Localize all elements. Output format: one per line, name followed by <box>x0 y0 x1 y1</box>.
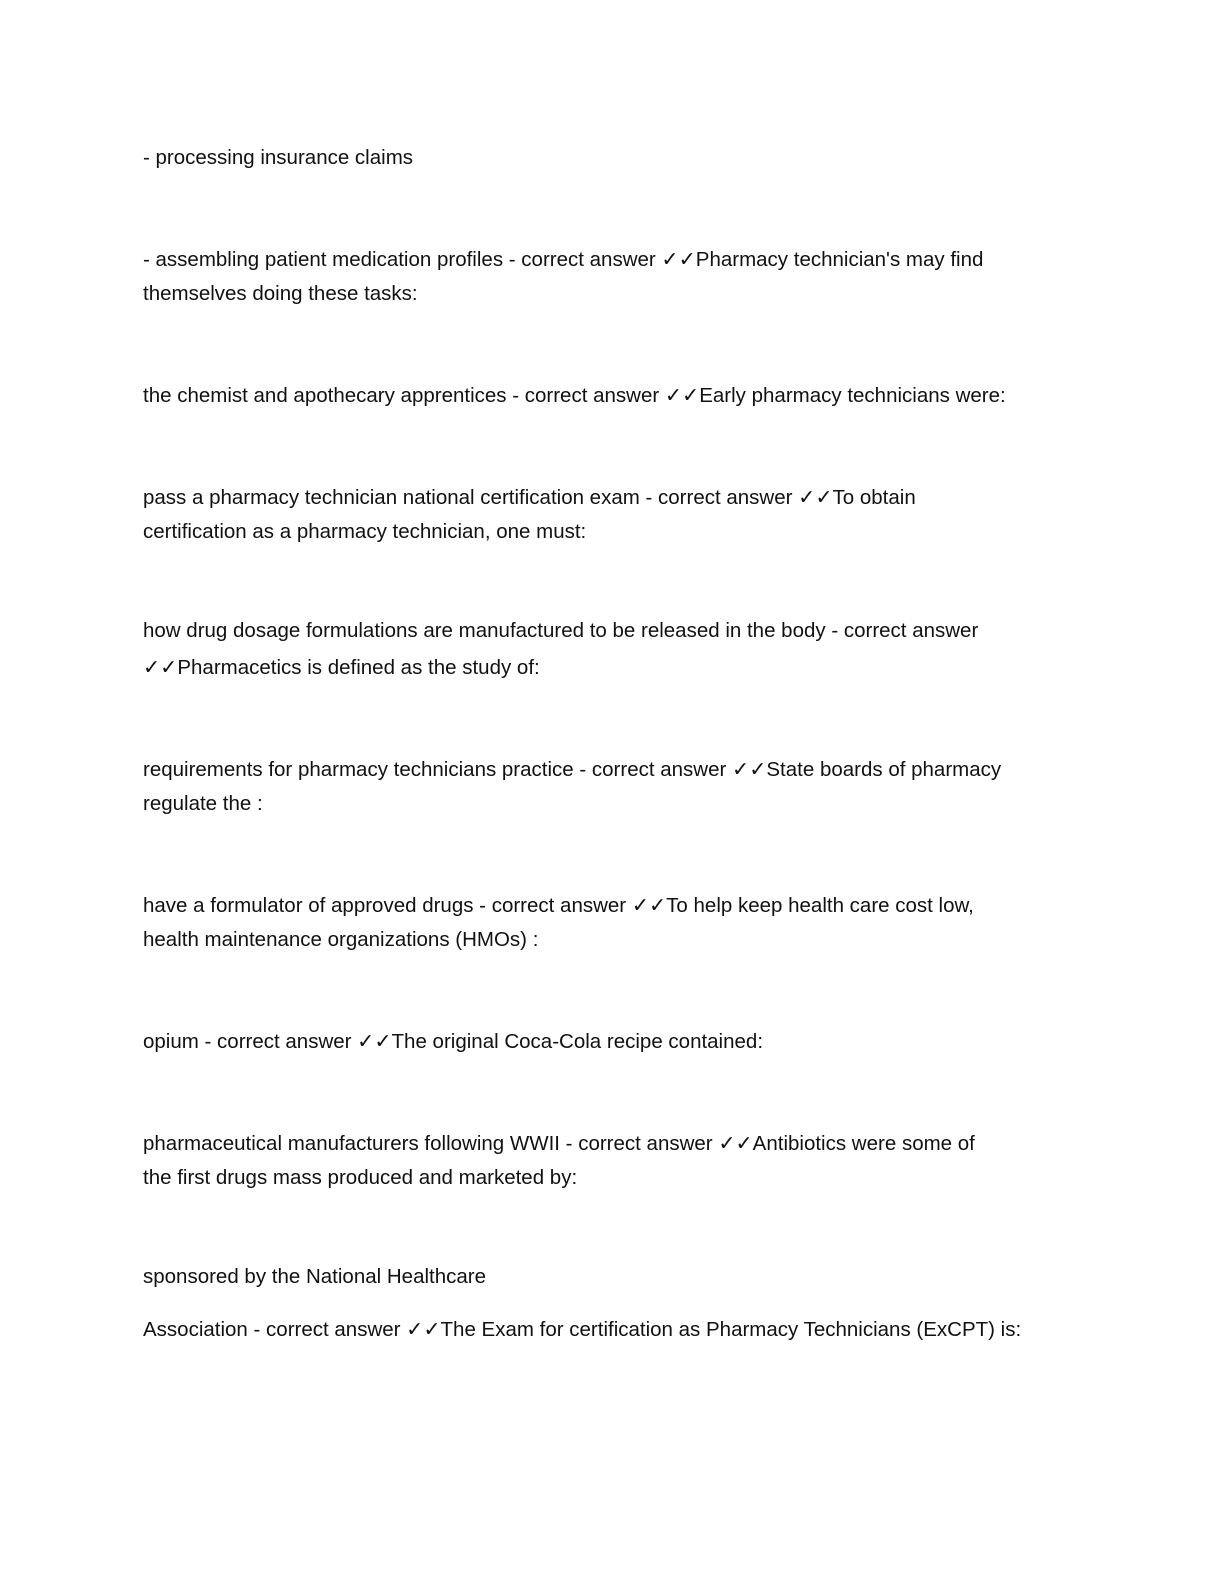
text-line: sponsored by the National Healthcare <box>143 1265 487 1288</box>
text-line: regulate the : <box>143 792 263 815</box>
text-line: requirements for pharmacy technicians practice - correct answer ✓✓State boards of pharmacy <box>143 758 1002 781</box>
text-line: ✓✓Pharmacetics is defined as the study of: <box>143 656 540 679</box>
text-line: how drug dosage formulations are manufactured to be released in the body - correct answer <box>143 619 979 642</box>
text-line: health maintenance organizations (HMOs) : <box>143 928 539 951</box>
text-line: opium - correct answer ✓✓The original Coca-Cola recipe contained: <box>143 1030 764 1053</box>
text-line: themselves doing these tasks: <box>143 282 418 305</box>
text-line: Association - correct answer ✓✓The Exam for certification as Pharmacy Technicians (ExCPT) is: <box>143 1318 1022 1341</box>
text-line: pass a pharmacy technician national certification exam - correct answer ✓✓To obtain <box>143 486 916 509</box>
text-line: - processing insurance claims <box>143 146 414 169</box>
text-line: have a formulator of approved drugs - correct answer ✓✓To help keep health care cost low, <box>143 894 974 917</box>
text-line: - assembling patient medication profiles - correct answer ✓✓Pharmacy technician's may find <box>143 248 984 271</box>
text-line: the chemist and apothecary apprentices - correct answer ✓✓Early pharmacy technicians were: <box>143 384 1006 407</box>
text-line: pharmaceutical manufacturers following WWII - correct answer ✓✓Antibiotics were some of <box>143 1132 975 1155</box>
text-line: certification as a pharmacy technician, one must: <box>143 520 587 543</box>
text-line: the first drugs mass produced and marketed by: <box>143 1166 578 1189</box>
